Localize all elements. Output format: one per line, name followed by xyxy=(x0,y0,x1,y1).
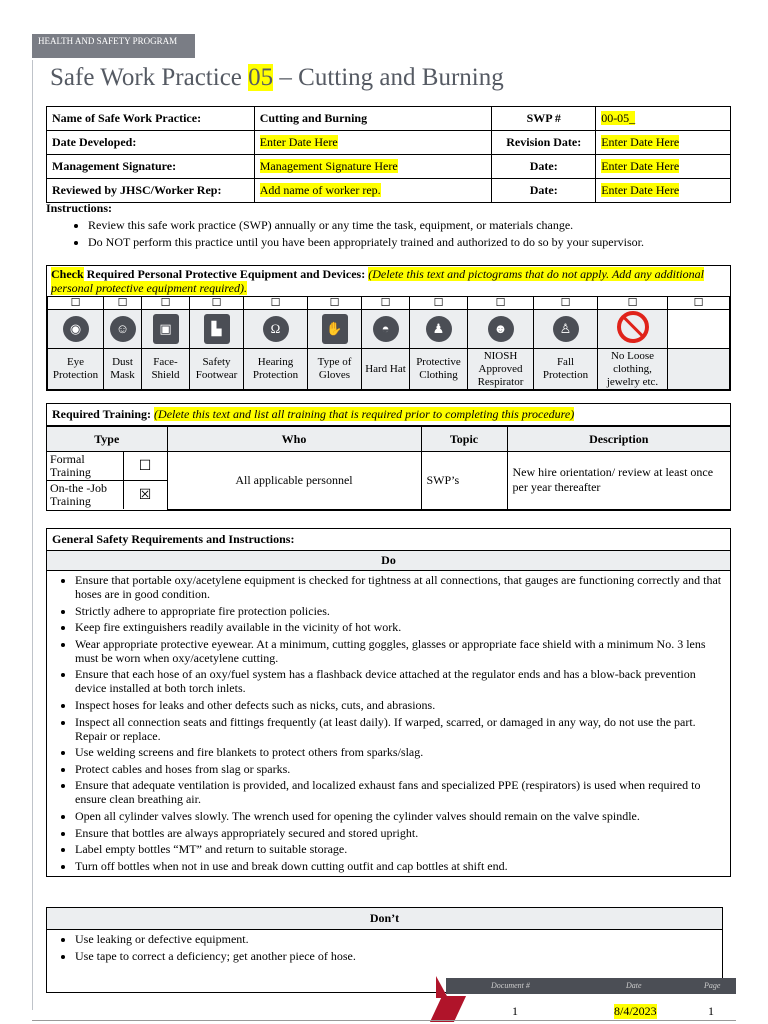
ppe-label: Face-Shield xyxy=(142,349,190,390)
who-value: All applicable personnel xyxy=(167,452,421,510)
swp-info-table xyxy=(46,106,731,203)
reviewed-date-label: Date: xyxy=(492,179,596,203)
ppe-icon-cell xyxy=(190,310,244,349)
ppe-checkbox[interactable]: ☐ xyxy=(48,297,104,310)
ppe-note: (Delete this text and pictograms that do not apply. Add any additional personal protective equipment required). xyxy=(51,267,704,295)
ppe-label: Type of Gloves xyxy=(308,349,362,390)
training-heading xyxy=(47,404,730,426)
management-date-label: Date: xyxy=(492,155,596,179)
ppe-checkbox[interactable]: ☐ xyxy=(362,297,410,310)
do-item: • Wear appropriate protective eyewear. At a minimum, cutting goggles, glasses or appropriate face shield with a minimum No. 3 lens must be worn when oxy/acetylene cutting. xyxy=(75,637,730,665)
hard-hat-icon: ◓ xyxy=(373,316,399,342)
instruction-item: • Do NOT perform this practice until you have been appropriately trained and authorized to do so by your supervisor. xyxy=(88,235,736,250)
ppe-checkbox[interactable]: ☐ xyxy=(142,297,190,310)
ppe-checkbox[interactable]: ☐ xyxy=(410,297,468,310)
reviewed-date-cell[interactable] xyxy=(596,179,731,203)
ppe-checkbox[interactable]: ☐ xyxy=(468,297,534,310)
ppe-blank-label-cell[interactable] xyxy=(668,349,730,390)
do-item: • Keep fire extinguishers readily available in the vicinity of hot work. xyxy=(75,620,730,634)
do-item: • Protect cables and hoses from slag or sparks. xyxy=(75,762,730,776)
ppe-icon-cell xyxy=(362,310,410,349)
dust-mask-icon: ☺ xyxy=(110,316,136,342)
date-developed-cell[interactable] xyxy=(254,131,492,155)
general-safety-heading: General Safety Requirements and Instructions: xyxy=(47,529,730,551)
ppe-label: Dust Mask xyxy=(104,349,142,390)
do-item: • Use welding screens and fire blankets to protect others from sparks/slag. xyxy=(75,745,730,759)
dont-subheading: Don’t xyxy=(47,908,722,930)
do-list xyxy=(47,573,730,873)
gloves-icon: ✋ xyxy=(322,314,348,344)
training-table xyxy=(47,426,730,510)
ppe-icon-cell xyxy=(48,310,104,349)
footer-label-band xyxy=(446,978,736,994)
protective-clothing-icon: ♟ xyxy=(426,316,452,342)
revision-date-label: Revision Date: xyxy=(492,131,596,155)
instructions-heading: Instructions: xyxy=(46,201,113,215)
ppe-checkbox[interactable]: ☐ xyxy=(104,297,142,310)
do-item: • Ensure that bottles are always appropriately secured and stored upright. xyxy=(75,826,730,840)
ppe-checkbox[interactable]: ☐ xyxy=(668,297,730,310)
ppe-icon-cell xyxy=(308,310,362,349)
name-value[interactable]: Cutting and Burning xyxy=(254,107,492,131)
instructions-list xyxy=(46,218,736,250)
title-suffix: – Cutting and Burning xyxy=(273,64,504,91)
ppe-blank-icon-cell[interactable] xyxy=(668,310,730,349)
ppe-icon-cell xyxy=(142,310,190,349)
footer-page-label: Page xyxy=(704,981,721,990)
topic-value: SWP’s xyxy=(421,452,507,510)
safety-footwear-icon: ▙ xyxy=(204,314,230,344)
revision-date-cell[interactable] xyxy=(596,131,731,155)
do-item: • Open all cylinder valves slowly. The wrench used for opening the cylinder valves should remain on the valve spindle. xyxy=(75,809,730,823)
management-signature-label: Management Signature: xyxy=(47,155,255,179)
ppe-label: Hearing Protection xyxy=(244,349,308,390)
dont-item: • Use leaking or defective equipment. xyxy=(75,932,722,946)
no-loose-clothing-icon xyxy=(617,311,649,343)
ppe-icon-cell xyxy=(598,310,668,349)
ppe-label: Protective Clothing xyxy=(410,349,468,390)
footer-date-label: Date xyxy=(626,981,642,990)
dont-item: • Use tape to correct a deficiency; get another piece of hose. xyxy=(75,949,722,963)
ppe-heading xyxy=(47,266,730,296)
ppe-label: Hard Hat xyxy=(362,349,410,390)
ppe-grid xyxy=(47,296,730,390)
footer-document-label: Document # xyxy=(491,981,530,990)
footer-page-value: 1 xyxy=(708,1004,714,1018)
face-shield-icon: ▣ xyxy=(153,314,179,344)
management-date-cell[interactable] xyxy=(596,155,731,179)
ppe-label: No Loose clothing, jewelry etc. xyxy=(598,349,668,390)
management-signature-cell[interactable] xyxy=(254,155,492,179)
training-heading-label: Required Training: xyxy=(52,407,155,421)
footer-document-value: 1 xyxy=(512,1004,518,1018)
do-item: • Ensure that each hose of an oxy/fuel system has a flashback device attached at the regulator ends and has a blow-back prevention device installed at both torch inlets. xyxy=(75,667,730,695)
program-header-tag: HEALTH AND SAFETY PROGRAM xyxy=(32,34,195,58)
do-item: • Ensure that portable oxy/acetylene equipment is checked for tightness at all connections, that gauges are functioning correctly and that hoses are in good condition. xyxy=(75,573,730,601)
ppe-icon-cell xyxy=(534,310,598,349)
ppe-heading-text: Required Personal Protective Equipment and Devices: xyxy=(83,267,369,281)
date-developed-value[interactable]: Enter Date Here xyxy=(259,135,338,149)
ppe-icon-cell xyxy=(244,310,308,349)
col-who: Who xyxy=(167,427,421,452)
ojt-training-checkbox[interactable]: ☒ xyxy=(123,481,167,510)
eye-protection-icon: ◉ xyxy=(63,316,89,342)
footer-values xyxy=(446,998,736,1020)
hearing-protection-icon: Ω xyxy=(263,316,289,342)
respirator-icon: ☻ xyxy=(488,316,514,342)
title-prefix: Safe Work Practice xyxy=(50,64,249,91)
ppe-icon-cell xyxy=(468,310,534,349)
col-topic: Topic xyxy=(421,427,507,452)
reviewed-by-value[interactable]: Add name of worker rep. xyxy=(259,183,381,197)
swp-label: SWP # xyxy=(492,107,596,131)
ppe-label: Safety Footwear xyxy=(190,349,244,390)
ppe-label: Eye Protection xyxy=(48,349,104,390)
swp-value-cell[interactable] xyxy=(596,107,731,131)
ppe-checkbox[interactable]: ☐ xyxy=(244,297,308,310)
dont-list xyxy=(47,932,722,963)
reviewed-date-value[interactable]: Enter Date Here xyxy=(601,183,680,197)
ppe-label: NIOSH Approved Respirator xyxy=(468,349,534,390)
ppe-checkbox[interactable]: ☐ xyxy=(190,297,244,310)
date-developed-label: Date Developed: xyxy=(47,131,255,155)
formal-training-checkbox[interactable]: ☐ xyxy=(123,452,167,481)
ppe-checkbox[interactable]: ☐ xyxy=(534,297,598,310)
do-item: • Inspect all connection seats and fittings frequently (at least daily). If warped, scarred, or damaged in any way, do not use the part. Repair or replace. xyxy=(75,715,730,743)
ppe-icon-cell xyxy=(104,310,142,349)
do-item: • Ensure that adequate ventilation is provided, and localized exhaust fans and specialized PPE (respirators) is used when required to ensure clean breathing air. xyxy=(75,778,730,806)
do-item: • Label empty bottles “MT” and return to suitable storage. xyxy=(75,842,730,856)
instruction-item: • Review this safe work practice (SWP) annually or any time the task, equipment, or materials change. xyxy=(88,218,736,233)
ppe-check-word: Check xyxy=(51,267,84,281)
swp-value[interactable]: 00-05_ xyxy=(601,111,636,125)
ppe-label: Fall Protection xyxy=(534,349,598,390)
title-number[interactable]: 05 xyxy=(248,64,274,91)
ppe-section xyxy=(46,265,731,391)
ppe-icon-cell xyxy=(410,310,468,349)
training-section xyxy=(46,403,731,511)
revision-date-value[interactable]: Enter Date Here xyxy=(601,135,680,149)
footer-rule xyxy=(32,1020,736,1021)
fall-protection-icon: ♙ xyxy=(553,316,579,342)
type-formal-label: Formal Training xyxy=(47,452,123,481)
do-item: • Turn off bottles when not in use and break down cutting outfit and cap bottles at shift end. xyxy=(75,859,730,873)
name-label: Name of Safe Work Practice: xyxy=(47,107,255,131)
general-safety-section xyxy=(46,528,731,877)
reviewed-by-label: Reviewed by JHSC/Worker Rep: xyxy=(47,179,255,203)
ppe-checkbox[interactable]: ☐ xyxy=(308,297,362,310)
left-margin-rule xyxy=(32,60,33,1010)
col-description: Description xyxy=(507,427,730,452)
management-signature-value[interactable]: Management Signature Here xyxy=(259,159,398,173)
ppe-checkbox[interactable]: ☐ xyxy=(598,297,668,310)
description-value: New hire orientation/ review at least once per year thereafter xyxy=(507,452,730,510)
col-type: Type xyxy=(47,427,167,452)
do-item: • Inspect hoses for leaks and other defects such as nicks, cuts, and abrasions. xyxy=(75,698,730,712)
management-date-value[interactable]: Enter Date Here xyxy=(601,159,680,173)
page-title xyxy=(50,64,504,92)
training-note: (Delete this text and list all training that is required prior to completing this procedure) xyxy=(154,407,575,421)
type-ojt-label: On-the -Job Training xyxy=(47,481,123,510)
do-subheading: Do xyxy=(47,551,730,571)
instructions-section xyxy=(46,201,736,252)
reviewed-by-cell[interactable] xyxy=(254,179,492,203)
footer-date-value: 8/4/2023 xyxy=(614,1004,657,1018)
do-item: • Strictly adhere to appropriate fire protection policies. xyxy=(75,604,730,618)
